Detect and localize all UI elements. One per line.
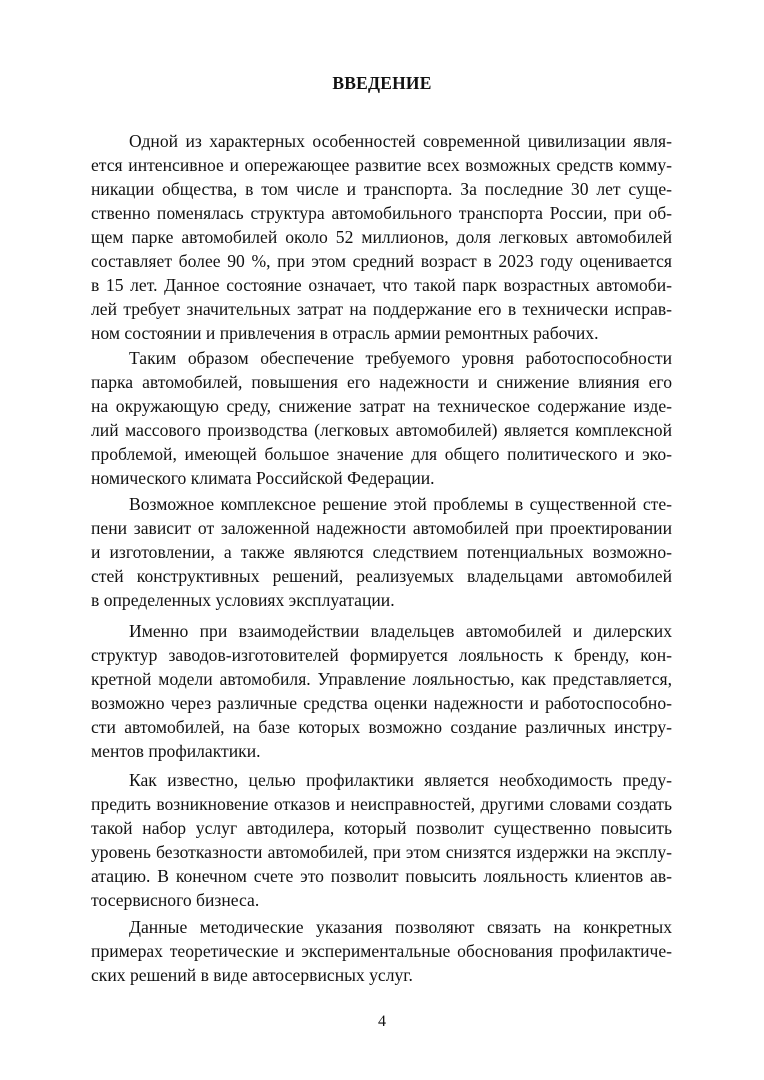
paragraph-line: в 15 лет. Данное состояние означает, что такой парк возрастных автомоби- [91,275,672,295]
paragraph-line: сти автомобилей, на базе которых возможно создание различных инстру- [91,717,672,737]
paragraph-line: и изготовлении, а также являются следствием потенциальных возможно- [91,542,672,562]
paragraph-line: номического климата Российской Федерации. [91,468,435,488]
paragraph-line: Как известно, целью профилактики является необходимость преду- [129,770,672,790]
paragraph-line: лий массового производства (легковых автомобилей) является комплексной [91,420,672,440]
paragraph-line: ственно поменялась структура автомобильного транспорта России, при об- [91,203,672,223]
paragraph-line: щем парке автомобилей около 52 миллионов, доля легковых автомобилей [91,227,672,247]
paragraph-line: ских решений в виде автосервисных услуг. [91,965,413,985]
paragraph-line: уровень безотказности автомобилей, при этом снизятся издержки на эксплу- [91,842,672,862]
paragraph-line: Данные методические указания позволяют связать на конкретных [129,917,672,937]
paragraph-line: Таким образом обеспечение требуемого уровня работоспособности [129,348,672,368]
paragraph-line: кретной модели автомобиля. Управление лояльностью, как представляется, [91,669,672,689]
page-title: ВВЕДЕНИЕ [332,73,432,93]
paragraph-line: в определенных условиях эксплуатации. [91,590,395,610]
paragraph-line: предить возникновение отказов и неисправностей, другими словами создать [91,794,672,814]
paragraph-line: такой набор услуг автодилера, который позволит существенно повысить [91,818,672,838]
paragraph-line: тосервисного бизнеса. [91,890,260,910]
paragraph-line: возможно через различные средства оценки надежности и работоспособно- [91,693,672,713]
paragraph-line: ется интенсивное и опережающее развитие всех возможных средств комму- [91,155,672,175]
paragraph-line: ментов профилактики. [91,741,261,761]
paragraph-line: Одной из характерных особенностей современной цивилизации явля- [129,131,672,151]
page-number: 4 [378,1013,386,1030]
paragraph-line: Возможное комплексное решение этой проблемы в существенной сте- [129,494,672,514]
paragraph-line: примерах теоретические и экспериментальные обоснования профилактиче- [91,941,672,961]
paragraph-line: проблемой, имеющей большое значение для общего политического и эко- [91,444,672,464]
paragraph-line: на окружающую среду, снижение затрат на техническое содержание изде- [91,396,672,416]
paragraph-line: пени зависит от заложенной надежности автомобилей при проектировании [91,518,672,538]
paragraph-line: парка автомобилей, повышения его надежности и снижение влияния его [91,372,672,392]
paragraph-line: Именно при взаимодействии владельцев автомобилей и дилерских [129,621,672,641]
paragraph-line: составляет более 90 %, при этом средний возраст в 2023 году оценивается [91,251,672,271]
paragraph-line: никации общества, в том числе и транспорта. За последние 30 лет суще- [91,179,672,199]
paragraph-line: ном состоянии и привлечения в отрасль армии ремонтных рабочих. [91,323,599,343]
paragraph-line: атацию. В конечном счете это позволит повысить лояльность клиентов ав- [91,866,672,886]
paragraph-line: стей конструктивных решений, реализуемых владельцами автомобилей [91,566,672,586]
paragraph-line: лей требует значительных затрат на поддержание его в технически исправ- [91,299,672,319]
paragraph-line: структур заводов-изготовителей формируется лояльность к бренду, кон- [91,645,672,665]
